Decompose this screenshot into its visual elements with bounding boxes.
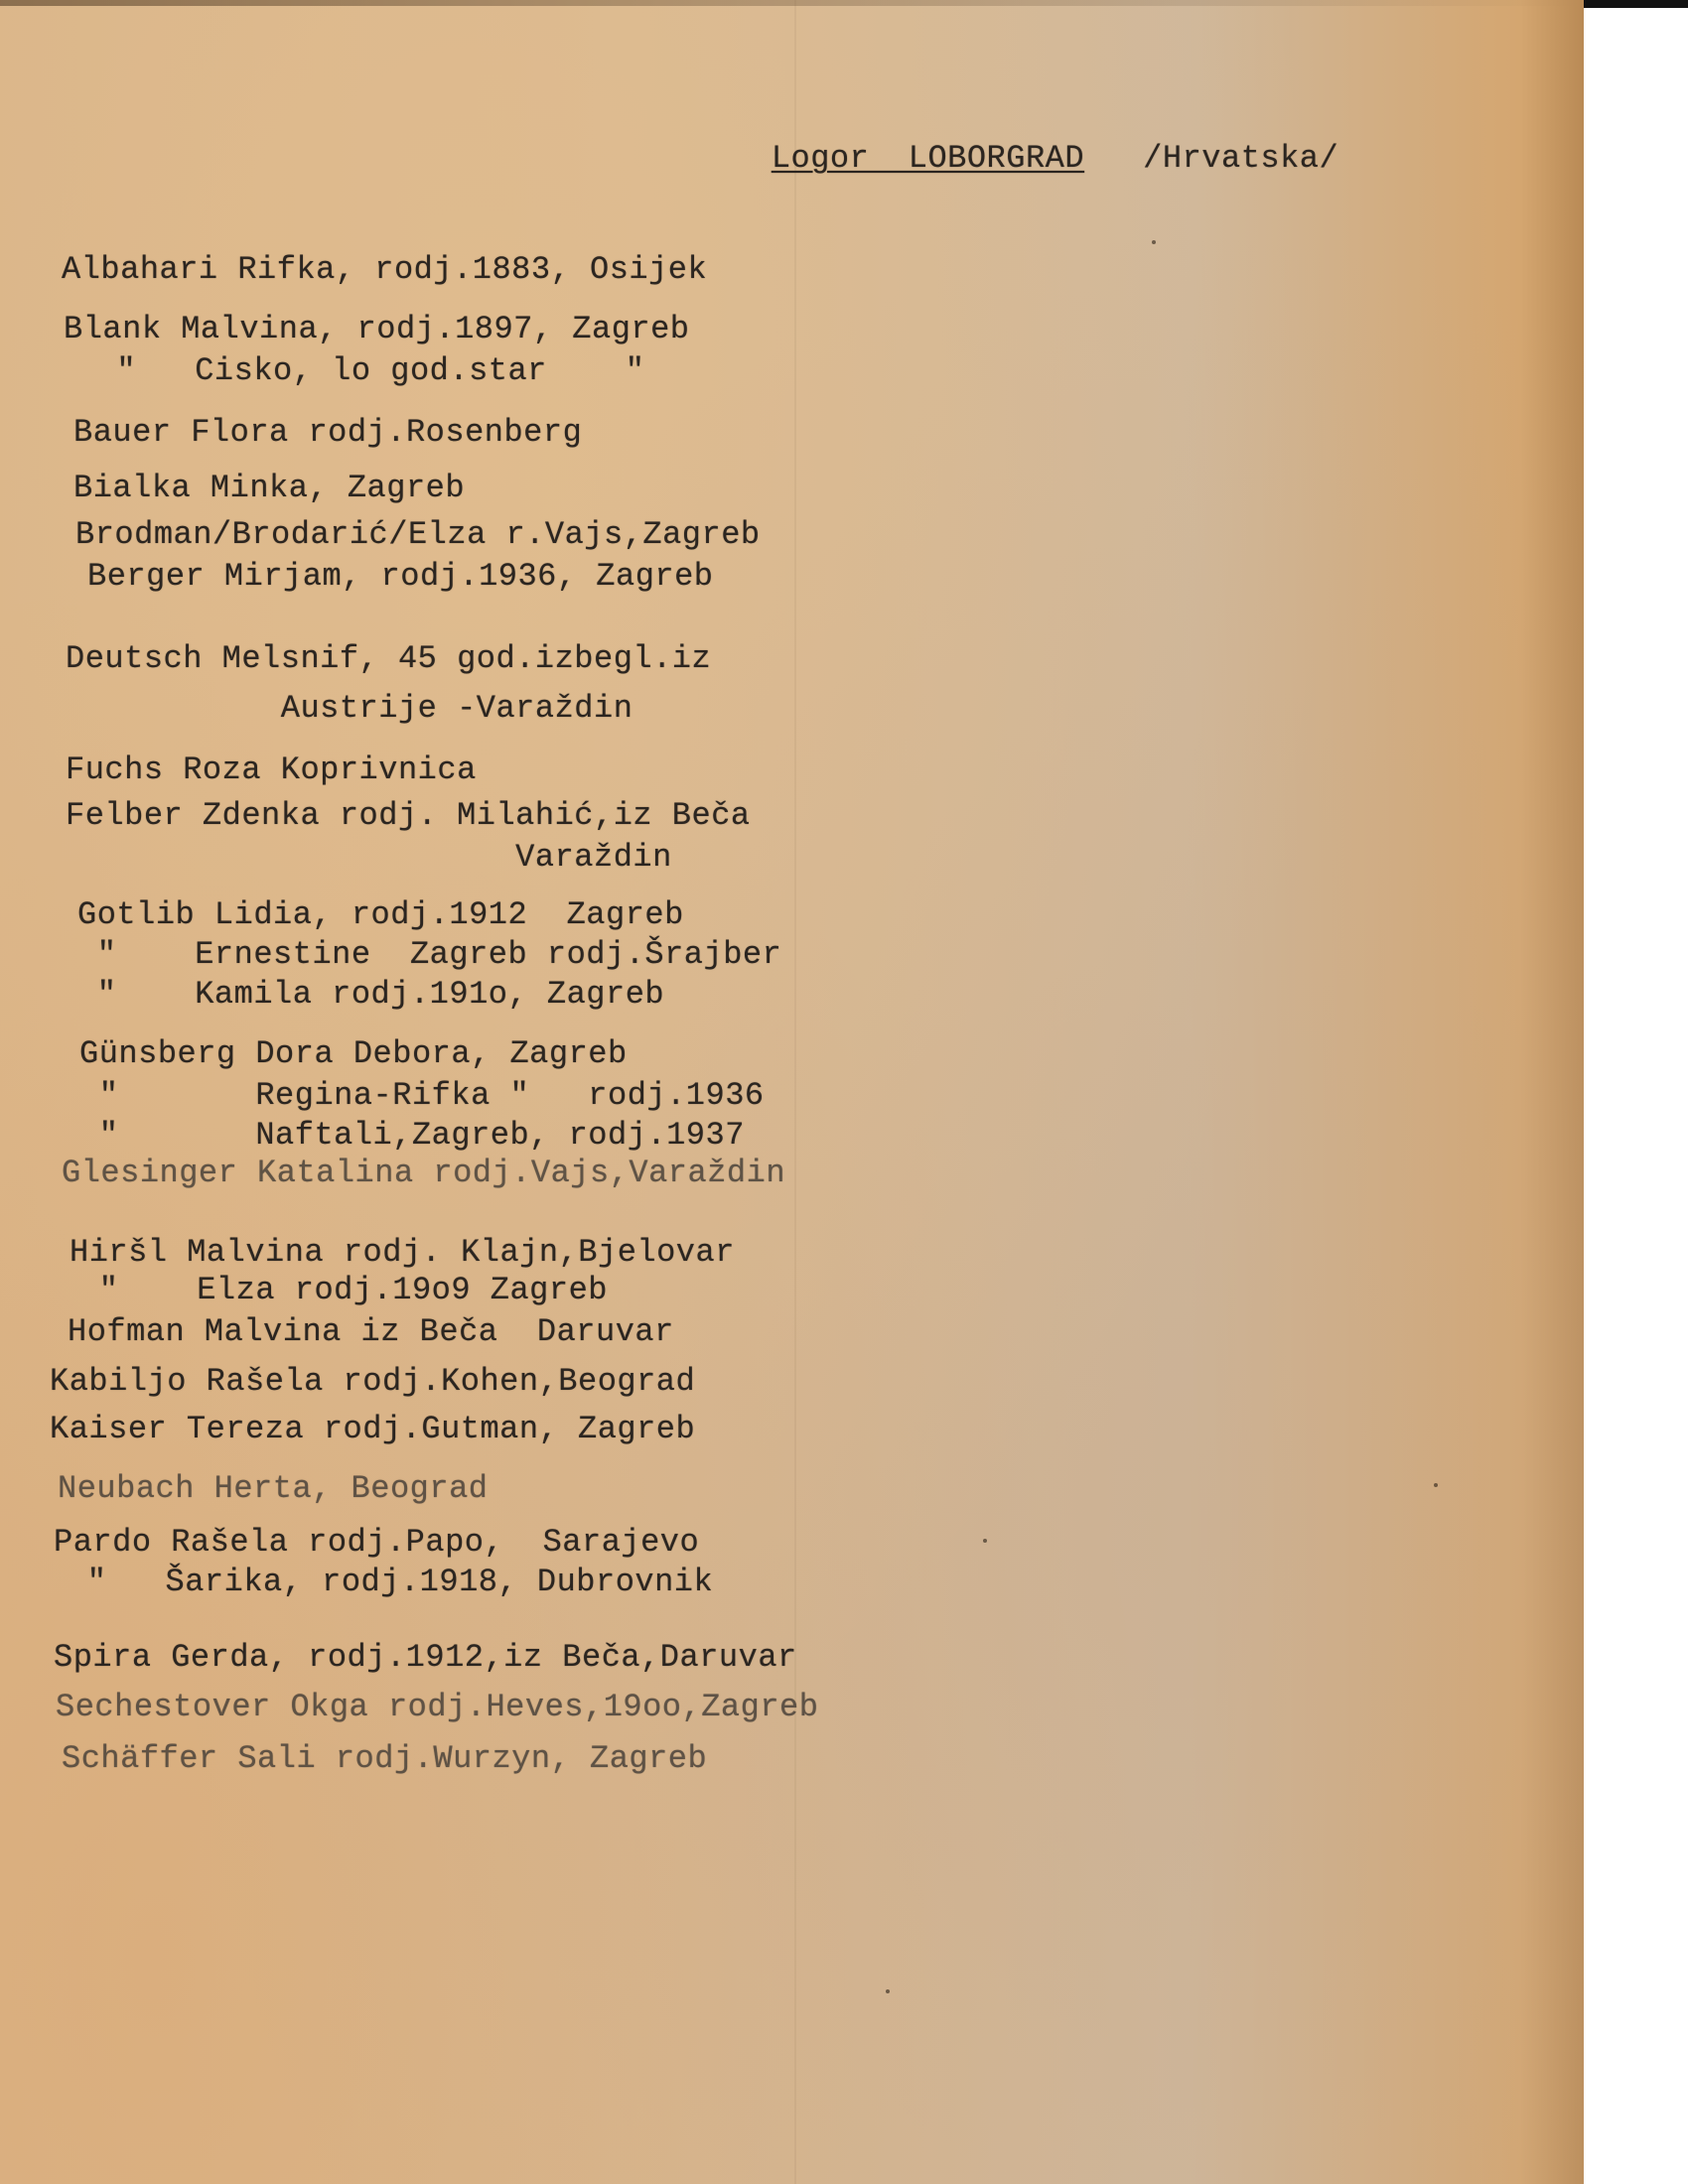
list-line: Schäffer Sali rodj.Wurzyn, Zagreb <box>62 1740 708 1777</box>
list-line: Glesinger Katalina rodj.Vajs,Varaždin <box>62 1155 786 1191</box>
list-line: Brodman/Brodarić/Elza r.Vajs,Zagreb <box>75 516 761 553</box>
list-line: Varaždin <box>66 839 672 876</box>
list-line: " Ernestine Zagreb rodj.Šrajber <box>77 936 782 973</box>
list-line: Gotlib Lidia, rodj.1912 Zagreb <box>77 896 684 933</box>
header-camp: Logor LOBORGRAD <box>771 140 1085 177</box>
document-header <box>693 111 1338 206</box>
list-line: Kabiljo Rašela rodj.Kohen,Beograd <box>50 1363 696 1400</box>
list-line: Berger Mirjam, rodj.1936, Zagreb <box>87 558 714 595</box>
list-line: Hofman Malvina iz Beča Daruvar <box>68 1313 674 1350</box>
list-line: Kaiser Tereza rodj.Gutman, Zagreb <box>50 1411 696 1447</box>
list-line: Albahari Rifka, rodj.1883, Osijek <box>62 251 708 288</box>
list-line: Bialka Minka, Zagreb <box>73 470 466 506</box>
list-line: Bauer Flora rodj.Rosenberg <box>73 414 583 451</box>
paper-speck <box>1152 240 1156 244</box>
list-line: Hiršl Malvina rodj. Klajn,Bjelovar <box>70 1234 735 1271</box>
list-line: " Šarika, rodj.1918, Dubrovnik <box>68 1564 714 1600</box>
list-line: Blank Malvina, rodj.1897, Zagreb <box>64 311 690 347</box>
header-region: /Hrvatska/ <box>1143 140 1339 177</box>
list-line: Neubach Herta, Beograd <box>58 1470 489 1507</box>
page-top-edge <box>0 0 1584 6</box>
paper-speck <box>983 1539 987 1543</box>
list-line: Fuchs Roza Koprivnica <box>66 751 477 788</box>
list-line: " Elza rodj.19o9 Zagreb <box>79 1272 608 1308</box>
list-line: " Regina-Rifka " rodj.1936 <box>79 1077 765 1114</box>
list-line: Deutsch Melsnif, 45 god.izbegl.iz <box>66 640 712 677</box>
list-line: Spira Gerda, rodj.1912,iz Beča,Daruvar <box>54 1639 797 1676</box>
list-line: Sechestover Okga rodj.Heves,19oo,Zagreb <box>56 1689 819 1725</box>
list-line: " Cisko, lo god.star " <box>77 352 645 389</box>
list-line: Pardo Rašela rodj.Papo, Sarajevo <box>54 1524 700 1561</box>
list-line: " Kamila rodj.191o, Zagreb <box>77 976 665 1013</box>
list-line: Felber Zdenka rodj. Milahić,iz Beča <box>66 797 751 834</box>
list-line: Austrije -Varaždin <box>66 690 633 727</box>
paper-fold <box>794 0 796 2184</box>
paper-speck <box>886 1989 890 1993</box>
scan-corner-mark <box>1584 0 1688 8</box>
paper-speck <box>1434 1483 1438 1487</box>
list-line: " Naftali,Zagreb, rodj.1937 <box>79 1117 745 1154</box>
list-line: Günsberg Dora Debora, Zagreb <box>79 1035 628 1072</box>
